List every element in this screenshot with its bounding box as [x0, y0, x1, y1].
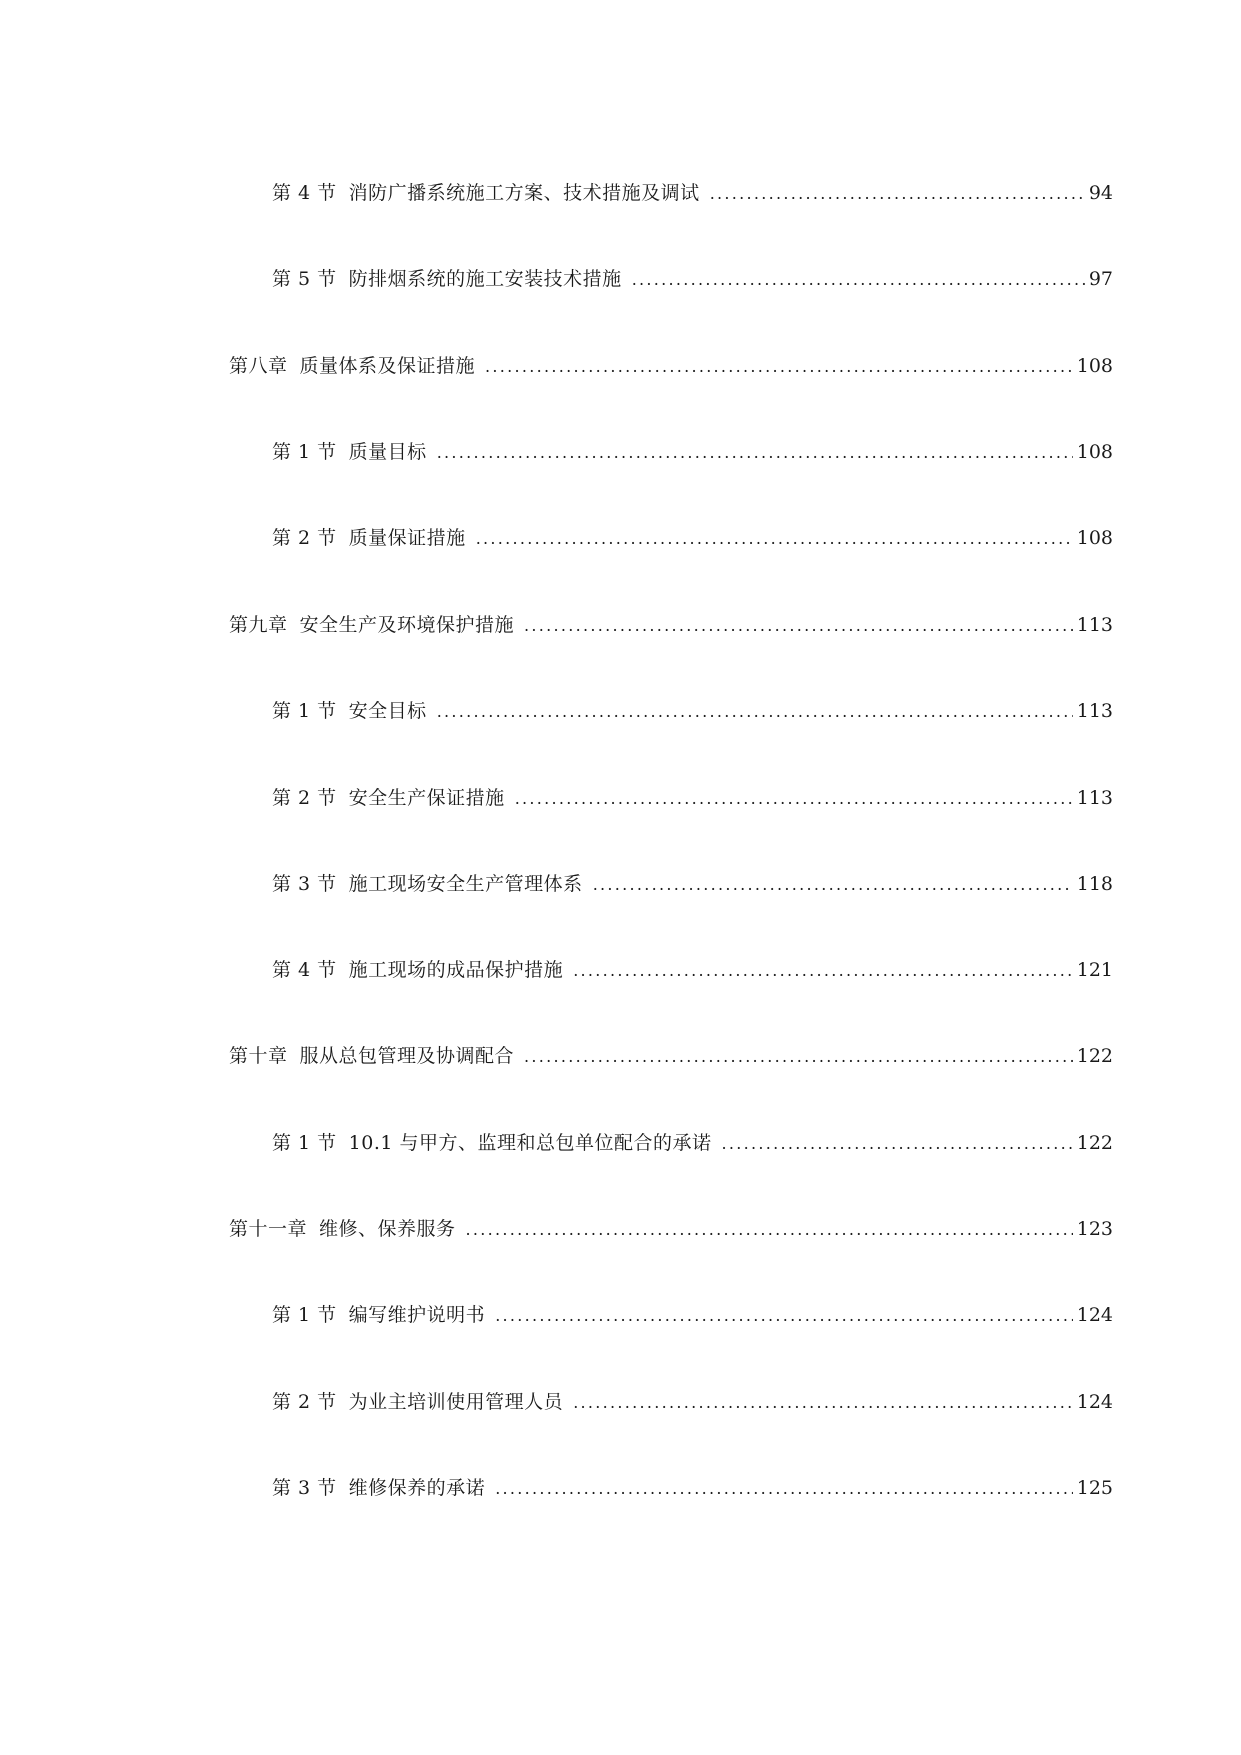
toc-page-number: 113 — [1076, 614, 1113, 636]
toc-entry-number: 第八章 — [229, 355, 288, 377]
toc-entry[interactable] — [272, 523, 1113, 553]
dot-leader — [632, 265, 1085, 295]
toc-entry[interactable] — [272, 869, 1113, 899]
toc-entry-label — [272, 783, 505, 813]
toc-entry-title: 维修、保养服务 — [319, 1218, 456, 1240]
toc-page-number: 113 — [1076, 787, 1113, 809]
toc-page-number: 124 — [1076, 1391, 1113, 1413]
dot-leader — [573, 956, 1073, 986]
toc-entry-number: 第 1 节 — [272, 1132, 337, 1154]
dot-leader — [466, 1215, 1073, 1245]
toc-entry-title: 防排烟系统的施工安装技术措施 — [348, 268, 622, 290]
toc-entry[interactable] — [229, 1214, 1113, 1244]
dot-leader — [593, 870, 1073, 900]
dot-leader — [524, 1042, 1073, 1072]
toc-entry-title: 维修保养的承诺 — [348, 1477, 486, 1499]
toc-page-number: 108 — [1076, 355, 1113, 377]
toc-entry-title: 安全生产及环境保护措施 — [299, 614, 515, 636]
toc-page-number: 124 — [1076, 1304, 1113, 1326]
toc-entry[interactable] — [272, 783, 1113, 813]
toc-page-number: 108 — [1076, 441, 1113, 463]
toc-entry-label — [272, 1387, 563, 1417]
toc-entry-number: 第 3 节 — [272, 873, 337, 895]
toc-page-number: 113 — [1076, 700, 1113, 722]
toc-entry-title: 安全目标 — [348, 700, 427, 722]
toc-entry-number: 第九章 — [229, 614, 288, 636]
toc-entry-title: 质量保证措施 — [348, 527, 466, 549]
dot-leader — [515, 784, 1073, 814]
toc-entry-number: 第 2 节 — [272, 1391, 337, 1413]
toc-entry-number: 第 1 节 — [272, 700, 337, 722]
toc-entry-label — [272, 1128, 712, 1158]
toc-entry-label — [272, 1473, 485, 1503]
toc-entry-number: 第 4 节 — [272, 182, 337, 204]
dot-leader — [495, 1301, 1073, 1331]
dot-leader — [710, 179, 1085, 209]
toc-page-number: 122 — [1076, 1045, 1113, 1067]
toc-page-number: 118 — [1076, 873, 1113, 895]
dot-leader — [476, 524, 1073, 554]
toc-page-number: 123 — [1076, 1218, 1113, 1240]
toc-entry[interactable] — [272, 178, 1113, 208]
toc-entry-title: 10.1 与甲方、监理和总包单位配合的承诺 — [348, 1132, 712, 1154]
toc-entry-label — [229, 1214, 456, 1244]
dot-leader — [437, 438, 1073, 468]
toc-entry-label — [272, 437, 427, 467]
toc-entry[interactable] — [272, 437, 1113, 467]
toc-entry[interactable] — [229, 351, 1113, 381]
toc-entry-label — [272, 1300, 485, 1330]
toc-entry-label — [229, 351, 475, 381]
toc-entry-label — [272, 523, 466, 553]
toc-entry-label — [272, 264, 622, 294]
toc-entry-number: 第 1 节 — [272, 1304, 337, 1326]
toc-entry-title: 消防广播系统施工方案、技术措施及调试 — [348, 182, 700, 204]
toc-entry-number: 第 5 节 — [272, 268, 337, 290]
toc-entry-number: 第十章 — [229, 1045, 288, 1067]
toc-entry-title: 服从总包管理及协调配合 — [299, 1045, 515, 1067]
toc-page-number: 94 — [1088, 182, 1113, 204]
toc-page-number: 108 — [1076, 527, 1113, 549]
toc-entry[interactable] — [272, 1128, 1113, 1158]
toc-entry[interactable] — [229, 610, 1113, 640]
toc-page-number: 122 — [1076, 1132, 1113, 1154]
dot-leader — [485, 352, 1073, 382]
toc-entry-label — [272, 696, 427, 726]
toc-entry-title: 施工现场安全生产管理体系 — [348, 873, 583, 895]
dot-leader — [524, 611, 1073, 641]
toc-entry-number: 第 3 节 — [272, 1477, 337, 1499]
toc-entry[interactable] — [272, 1473, 1113, 1503]
toc-entry-label — [272, 955, 563, 985]
toc-entry[interactable] — [229, 1041, 1113, 1071]
toc-entry-number: 第 2 节 — [272, 787, 337, 809]
toc-entry[interactable] — [272, 696, 1113, 726]
dot-leader — [722, 1129, 1073, 1159]
toc-entry[interactable] — [272, 1300, 1113, 1330]
toc-entry-number: 第十一章 — [229, 1218, 308, 1240]
toc-entry-title: 编写维护说明书 — [348, 1304, 486, 1326]
toc-entry-title: 施工现场的成品保护措施 — [348, 959, 564, 981]
toc-entry[interactable] — [272, 955, 1113, 985]
toc-entry-title: 安全生产保证措施 — [348, 787, 505, 809]
toc-page-number: 125 — [1076, 1477, 1113, 1499]
toc-page-number: 97 — [1088, 268, 1113, 290]
toc-entry[interactable] — [272, 264, 1113, 294]
toc-entry-number: 第 4 节 — [272, 959, 337, 981]
toc-entry-number: 第 2 节 — [272, 527, 337, 549]
toc-entry-title: 质量体系及保证措施 — [299, 355, 476, 377]
toc-entry-number: 第 1 节 — [272, 441, 337, 463]
toc-entry-title: 为业主培训使用管理人员 — [348, 1391, 564, 1413]
dot-leader — [495, 1474, 1073, 1504]
dot-leader — [573, 1388, 1073, 1418]
toc-entry-label — [229, 610, 514, 640]
dot-leader — [437, 697, 1073, 727]
toc-entry-title: 质量目标 — [348, 441, 427, 463]
toc-entry-label — [229, 1041, 514, 1071]
toc-page-number: 121 — [1076, 959, 1113, 981]
toc-entry[interactable] — [272, 1387, 1113, 1417]
toc-entry-label — [272, 869, 583, 899]
toc-entry-label — [272, 178, 700, 208]
